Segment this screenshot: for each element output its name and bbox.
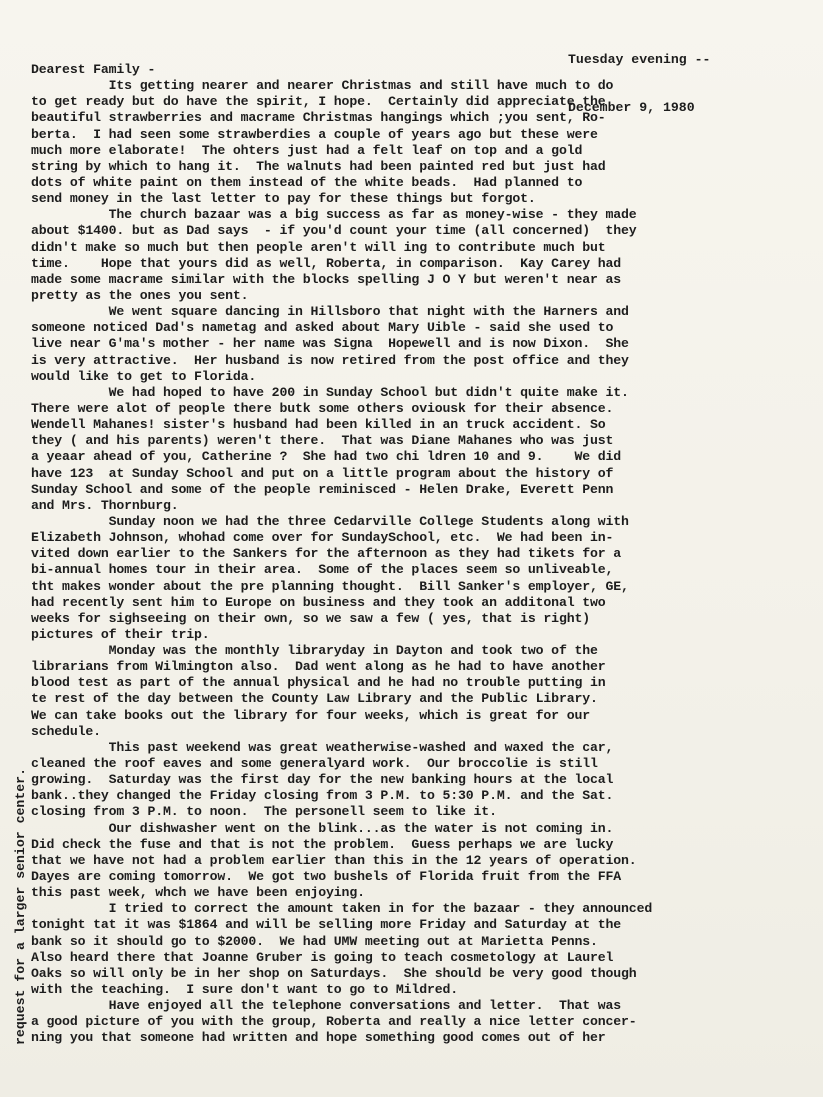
letter-line: beautiful strawberries and macrame Christmas hangings which ;you sent, Ro- [31,110,606,126]
letter-line: We had hoped to have 200 in Sunday School but didn't quite make it. [31,384,629,400]
letter-line: bi-annual homes tour in their area. Some of the places seem so unliveable, [31,562,614,578]
letter-line: pictures of their trip. [31,626,210,642]
letter-line: and Mrs. Thornburg. [31,497,179,513]
letter-line: about $1400. but as Dad says - if you'd count your time (all concerned) they [31,223,637,239]
margin-note: request for a larger senior center. [13,768,28,1045]
letter-line: Our dishwasher went on the blink...as the water is not coming in. [31,820,614,836]
letter-line: Sunday School and some of the people reminisced - Helen Drake, Everett Penn [31,481,614,497]
letter-line: to get ready but do have the spirit, I hope. Certainly did appreciate the [31,94,606,110]
letter-line: have 123 at Sunday School and put on a little program about the history of [31,465,614,481]
letter-line: is very attractive. Her husband is now retired from the post office and they [31,352,629,368]
letter-line: librarians from Wilmington also. Dad went along as he had to have another [31,659,606,675]
letter-line: tonight tat it was $1864 and will be selling more Friday and Saturday at the [31,917,622,933]
letter-line: Sunday noon we had the three Cedarville College Students along with [31,513,629,529]
letter-line: The church bazaar was a big success as far as money-wise - they made [31,207,637,223]
letter-line: ning you that someone had written and hope something good comes out of her [31,1030,606,1046]
letter-line: they ( and his parents) weren't there. That was Diane Mahanes who was just [31,433,614,449]
letter-line: this past week, whch we have been enjoying. [31,885,365,901]
letter-line: dots of white paint on them instead of the white beads. Had planned to [31,174,583,190]
letter-line: didn't make so much but then people aren't will ing to contribute much but [31,239,606,255]
letter-line: vited down earlier to the Sankers for the afternoon as they had tikets for a [31,546,622,562]
letter-line: I tried to correct the amount taken in for the bazaar - they announced [31,901,653,917]
letter-line: made some macrame similar with the blocks spelling J O Y but weren't near as [31,271,622,287]
letter-line: a yeaar ahead of you, Catherine ? She had two chi ldren 10 and 9. We did [31,449,622,465]
letter-line: send money in the last letter to pay for these things but forgot. [31,191,536,207]
letter-line: would like to get to Florida. [31,368,257,384]
letter-line: Monday was the monthly libraryday in Dayton and took two of the [31,643,598,659]
letter-line: pretty as the ones you sent. [31,287,249,303]
letter-line: weeks for sighseeing on their own, so we saw a few ( yes, that is right) [31,610,590,626]
letter-line: Dearest Family - [31,62,156,77]
letter-line: had recently sent him to Europe on business and they took an additonal two [31,594,606,610]
letter-line: string by which to hang it. The walnuts had been painted red but just had [31,158,606,174]
letter-line: There were alot of people there butk some others oviousk for their absence. [31,400,614,416]
letter-line: Elizabeth Johnson, whohad come over for SundaySchool, etc. We had been in- [31,530,614,546]
letter-line: Have enjoyed all the telephone conversations and letter. That was [31,998,622,1014]
letter-line: that we have not had a problem earlier than this in the 12 years of operation. [31,852,637,868]
letter-line: live near G'ma's mother - her name was Signa Hopewell and is now Dixon. She [31,336,629,352]
letter-line: cleaned the roof eaves and some generalyard work. Our broccolie is still [31,756,598,772]
letter-line: Did check the fuse and that is not the problem. Guess perhaps we are lucky [31,836,614,852]
letter-line: someone noticed Dad's nametag and asked about Mary Uible - said she used to [31,320,614,336]
date-line-1: Tuesday evening -- [568,52,711,67]
letter-line: te rest of the day between the County Law Library and the Public Library. [31,691,598,707]
letter-line: with the teaching. I sure don't want to go to Mildred. [31,982,459,998]
letter-line: a good picture of you with the group, Roberta and really a nice letter concer- [31,1014,637,1030]
letter-line: growing. Saturday was the first day for the new banking hours at the local [31,772,614,788]
letter-line: closing from 3 P.M. to noon. The personell seem to like it. [31,804,497,820]
letter-line: Oaks so will only be in her shop on Saturdays. She should be very good though [31,965,637,981]
letter-line: schedule. [31,723,101,739]
letter-line: This past weekend was great weatherwise-washed and waxed the car, [31,739,614,755]
date-line-2: December 9, 1980 [568,100,695,115]
letter-line: bank..they changed the Friday closing from 3 P.M. to 5:30 P.M. and the Sat. [31,788,614,804]
letter-line: Its getting nearer and nearer Christmas and still have much to do [31,78,614,94]
letter-line: We can take books out the library for four weeks, which is great for our [31,707,590,723]
letter-line: berta. I had seen some strawberdies a couple of years ago but these were [31,126,598,142]
letter-line: We went square dancing in Hillsboro that night with the Harners and [31,304,629,320]
letter-body [31,62,821,1047]
letter-line: much more elaborate! The ohters just had a felt leaf on top and a gold [31,142,583,158]
letter-line: blood test as part of the annual physical and he had no trouble putting in [31,675,606,691]
letter-line: Dayes are coming tomorrow. We got two bushels of Florida fruit from the FFA [31,869,622,885]
letter-line: time. Hope that yours did as well, Roberta, in comparison. Kay Carey had [31,255,622,271]
letter-line: Wendell Mahanes! sister's husband had been killed in an truck accident. So [31,417,606,433]
letter-line: Also heard there that Joanne Gruber is going to teach cosmetology at Laurel [31,949,614,965]
letter-line: tht makes wonder about the pre planning thought. Bill Sanker's employer, GE, [31,578,629,594]
letter-line: bank so it should go to $2000. We had UMW meeting out at Marietta Penns. [31,933,598,949]
